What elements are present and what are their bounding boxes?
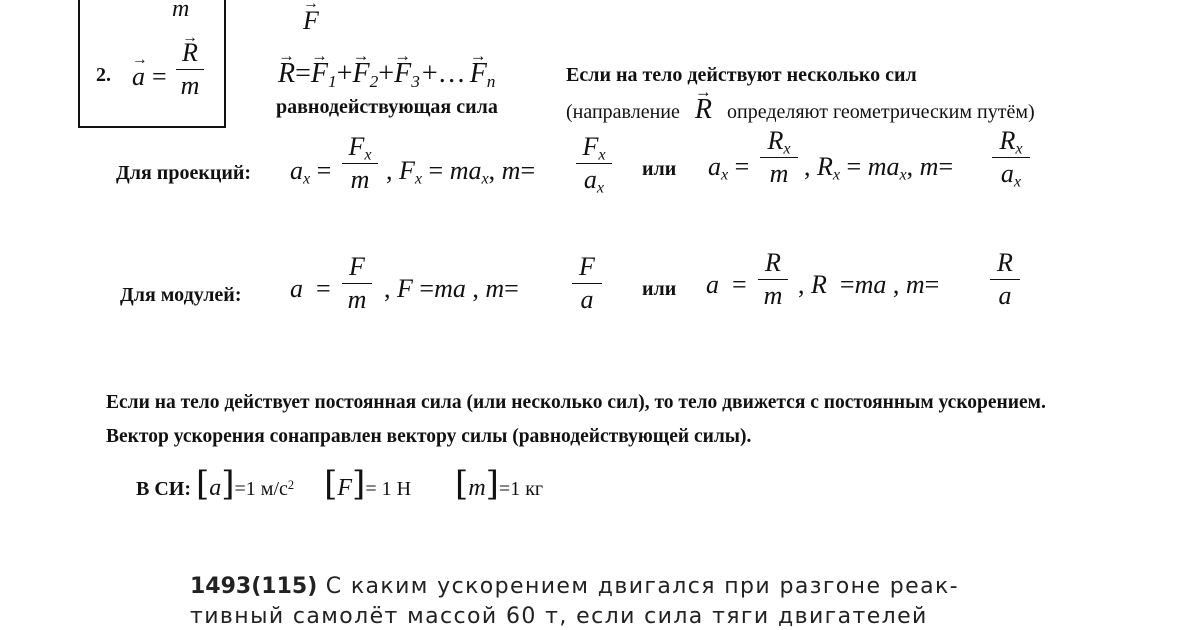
mod-R-eq-ma: , R =ma , m= bbox=[798, 270, 940, 299]
mod-frac-F-a: F a bbox=[572, 254, 602, 313]
proj-Fx-eq-max: , $F_x = ma_x$, m= bbox=[386, 156, 536, 188]
top-m: m bbox=[172, 0, 190, 22]
proj-frac-Rx-m: $R_x$ m bbox=[760, 128, 798, 187]
si-label: В СИ: bbox=[136, 478, 191, 500]
si-units: В СИ: [a]=1 $м/с^2$ [F]= 1 Н [m]=1 кг bbox=[136, 464, 544, 504]
proj-ax: $a_x$ = bbox=[290, 156, 332, 188]
mod-frac-R-a: R a bbox=[990, 250, 1020, 309]
proj-frac-Fx-ax: $F_x$ $a_x$ bbox=[576, 134, 612, 193]
mod-a: a = bbox=[290, 274, 331, 303]
acceleration-direction-text: Вектор ускорения сонаправлен вектору силы (равнодействующей силы). bbox=[106, 426, 752, 447]
mod-a-2: a = bbox=[706, 270, 747, 299]
proj-Rx-eq-max: , $R_x = ma_x$, m= bbox=[804, 152, 954, 184]
mod-frac-F-m: F m bbox=[342, 254, 372, 313]
law-number: 2. bbox=[96, 64, 111, 86]
direction-note: (направление → R определяют геометрическим путём) bbox=[566, 94, 1035, 126]
mod-frac-R-m: R m bbox=[758, 250, 788, 309]
problem-line-2: тивный самолёт массой 60 т, если сила тяги двигателей bbox=[190, 604, 928, 629]
law-a-vector: → a bbox=[132, 62, 145, 92]
resultant-label: равнодействующая сила bbox=[276, 96, 498, 118]
constant-force-text: Если на тело действует постоянная сила (или несколько сил), то тело движется с постоянным ускорением. bbox=[106, 392, 1046, 413]
law-fraction: → R m bbox=[176, 40, 204, 99]
mod-F-eq-ma: , F =ma , m= bbox=[384, 274, 519, 303]
proj-ax-2: $a_x$ = bbox=[708, 152, 750, 184]
or-label-1: или bbox=[642, 158, 677, 180]
vector-sum-formula: → $R=\to F_1+\to F_2+\to$ $F_3+\dots\to F_n$ bbox=[278, 58, 495, 90]
projections-label: Для проекций: bbox=[116, 162, 252, 184]
several-forces-heading: Если на тело действуют несколько сил bbox=[566, 64, 917, 86]
problem-line-1: 1493(115) С каким ускорением двигался при разгоне реак- bbox=[190, 574, 959, 599]
top-vector-F: → F bbox=[303, 6, 319, 36]
or-label-2: или bbox=[642, 278, 677, 300]
law-eq: = bbox=[152, 62, 167, 91]
proj-frac-Fx-m: $F_x$ m bbox=[342, 134, 378, 193]
proj-frac-Rx-ax: $R_x$ $a_x$ bbox=[992, 128, 1030, 187]
moduli-label: Для модулей: bbox=[120, 284, 242, 306]
